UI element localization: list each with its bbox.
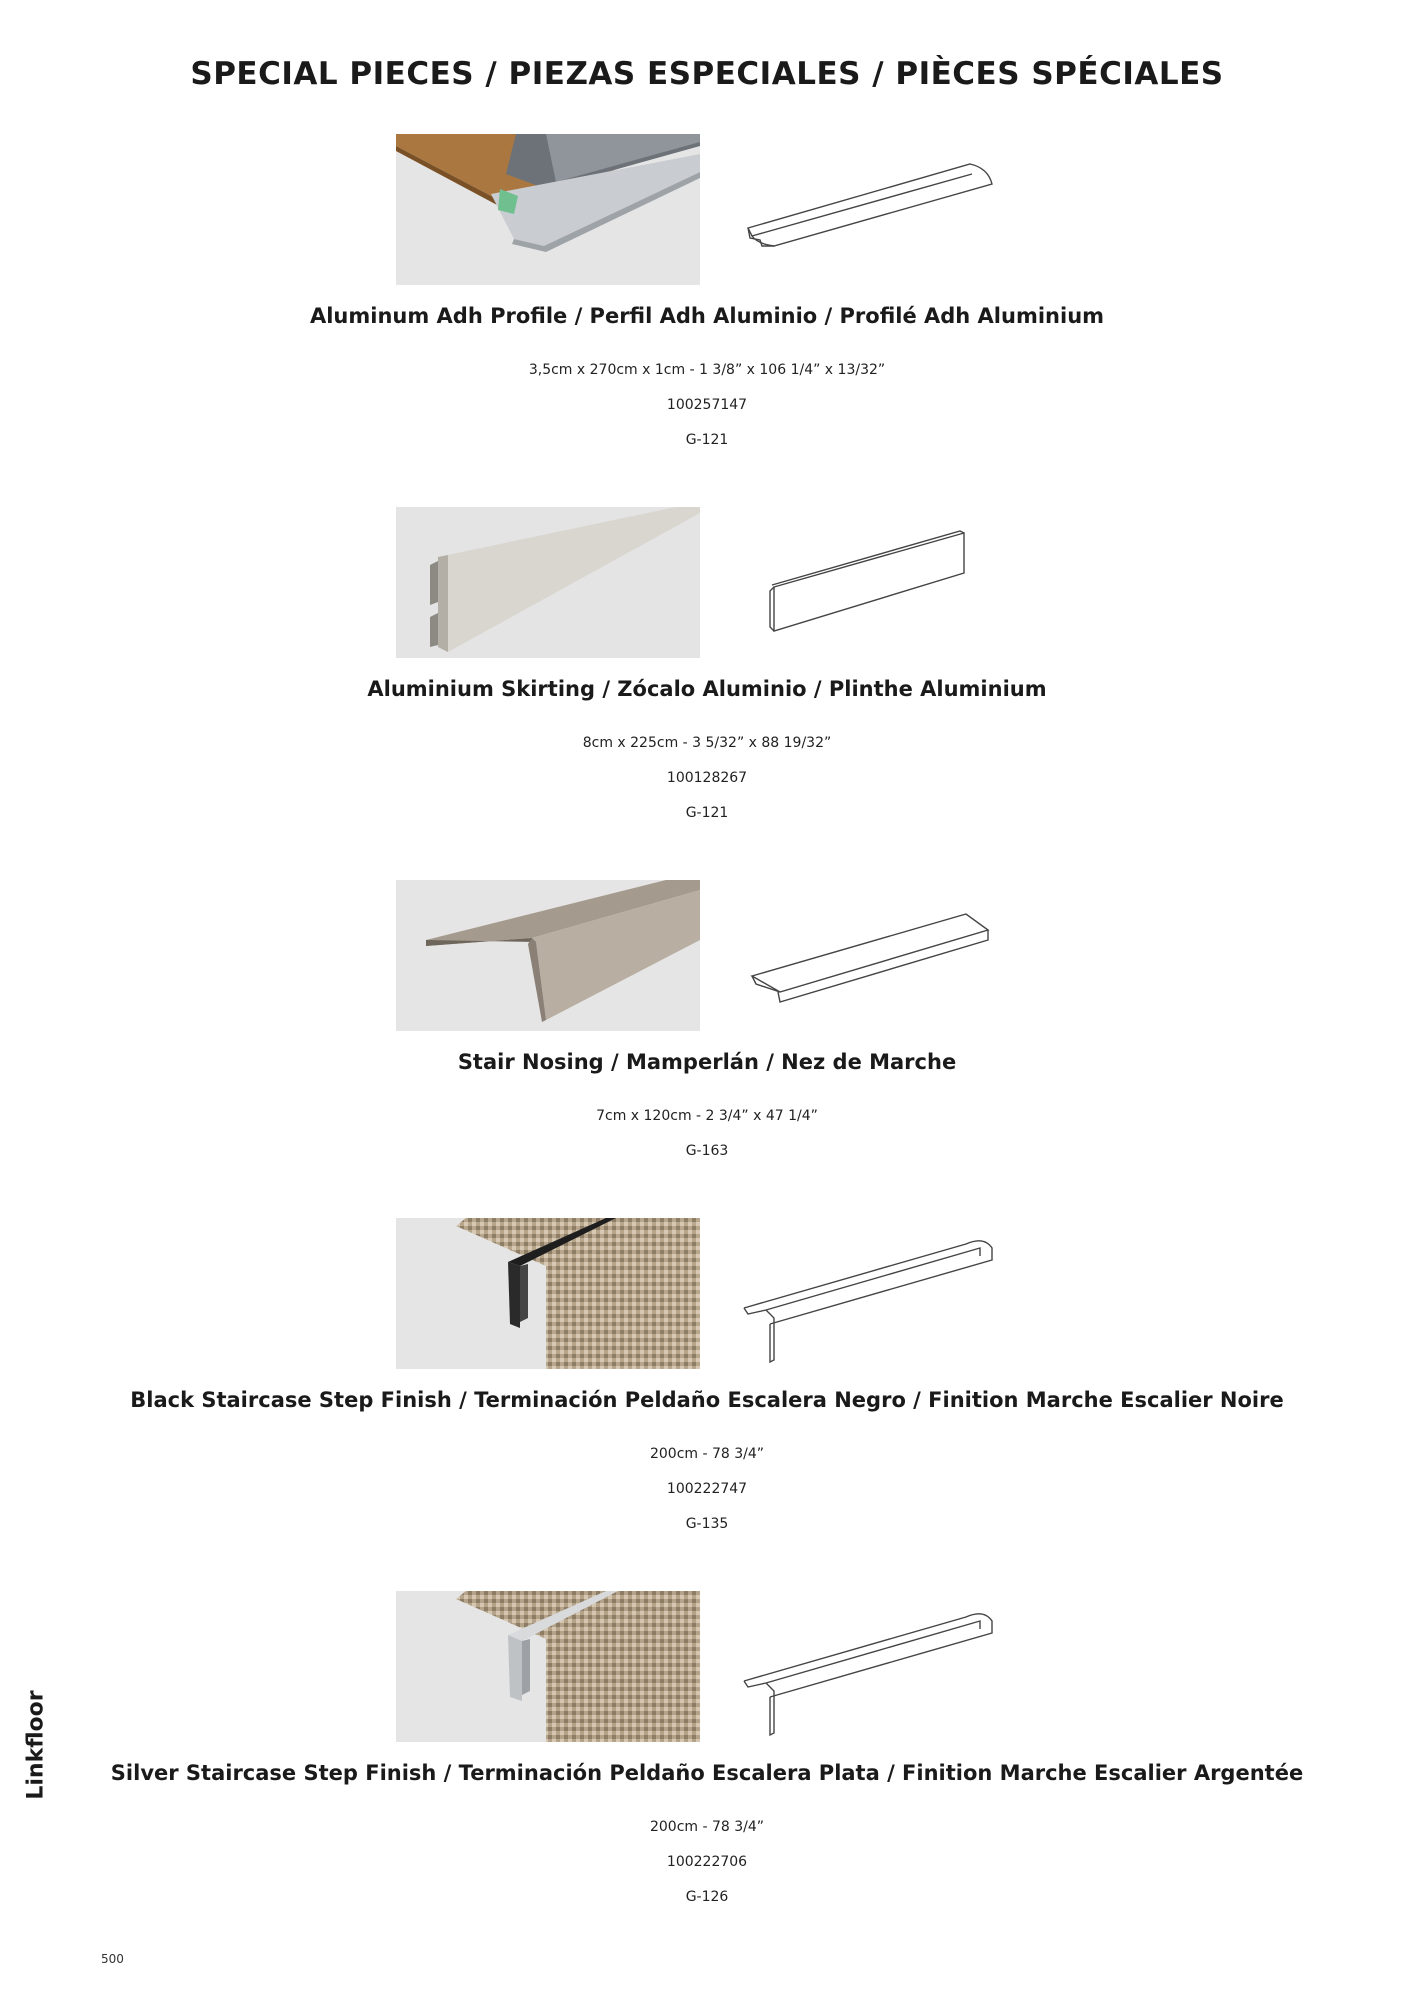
product-line-drawing	[730, 507, 1010, 658]
product-reference: 100222706	[666, 1854, 748, 1870]
product-line-drawing	[730, 1591, 1010, 1742]
product-photo	[396, 134, 700, 285]
product-reference: 100128267	[666, 770, 748, 786]
product-photo	[396, 1591, 700, 1742]
product-name: Silver Staircase Step Finish / Terminación Peldaño Escalera Plata / Finition Marche Escalier Argentée	[110, 1761, 1304, 1785]
product-dimensions: 7cm x 120cm - 2 3/4” x 47 1/4”	[596, 1108, 818, 1124]
product-name: Aluminium Skirting / Zócalo Aluminio / Plinthe Aluminium	[367, 677, 1047, 701]
product-code: G-121	[685, 805, 729, 821]
product-code: G-126	[685, 1889, 729, 1905]
product-code: G-163	[685, 1143, 729, 1159]
page-number: 500	[101, 1952, 124, 1966]
product-photo	[396, 1218, 700, 1369]
product-dimensions: 200cm - 78 3/4”	[649, 1819, 765, 1835]
product-name: Stair Nosing / Mamperlán / Nez de Marche	[457, 1050, 957, 1074]
product-dimensions: 8cm x 225cm - 3 5/32” x 88 19/32”	[582, 735, 832, 751]
product-code: G-121	[685, 432, 729, 448]
product-line-drawing	[730, 134, 1010, 285]
brand-label	[6, 1680, 66, 1810]
product-name: Aluminum Adh Profile / Perfil Adh Aluminio / Profilé Adh Aluminium	[309, 304, 1105, 328]
product-line-drawing	[730, 880, 1010, 1031]
page-title: SPECIAL PIECES / PIEZAS ESPECIALES / PIÈCES SPÉCIALES	[190, 56, 1224, 92]
product-name: Black Staircase Step Finish / Terminación Peldaño Escalera Negro / Finition Marche Escalier Noire	[130, 1388, 1284, 1412]
brand-name: Linkfloor	[23, 1690, 49, 1800]
product-photo	[396, 880, 700, 1031]
product-reference: 100257147	[666, 397, 748, 413]
product-photo	[396, 507, 700, 658]
product-dimensions: 200cm - 78 3/4”	[649, 1446, 765, 1462]
product-code: G-135	[685, 1516, 729, 1532]
product-reference: 100222747	[666, 1481, 748, 1497]
product-line-drawing	[730, 1218, 1010, 1369]
product-dimensions: 3,5cm x 270cm x 1cm - 1 3/8” x 106 1/4” x 13/32”	[528, 362, 886, 378]
